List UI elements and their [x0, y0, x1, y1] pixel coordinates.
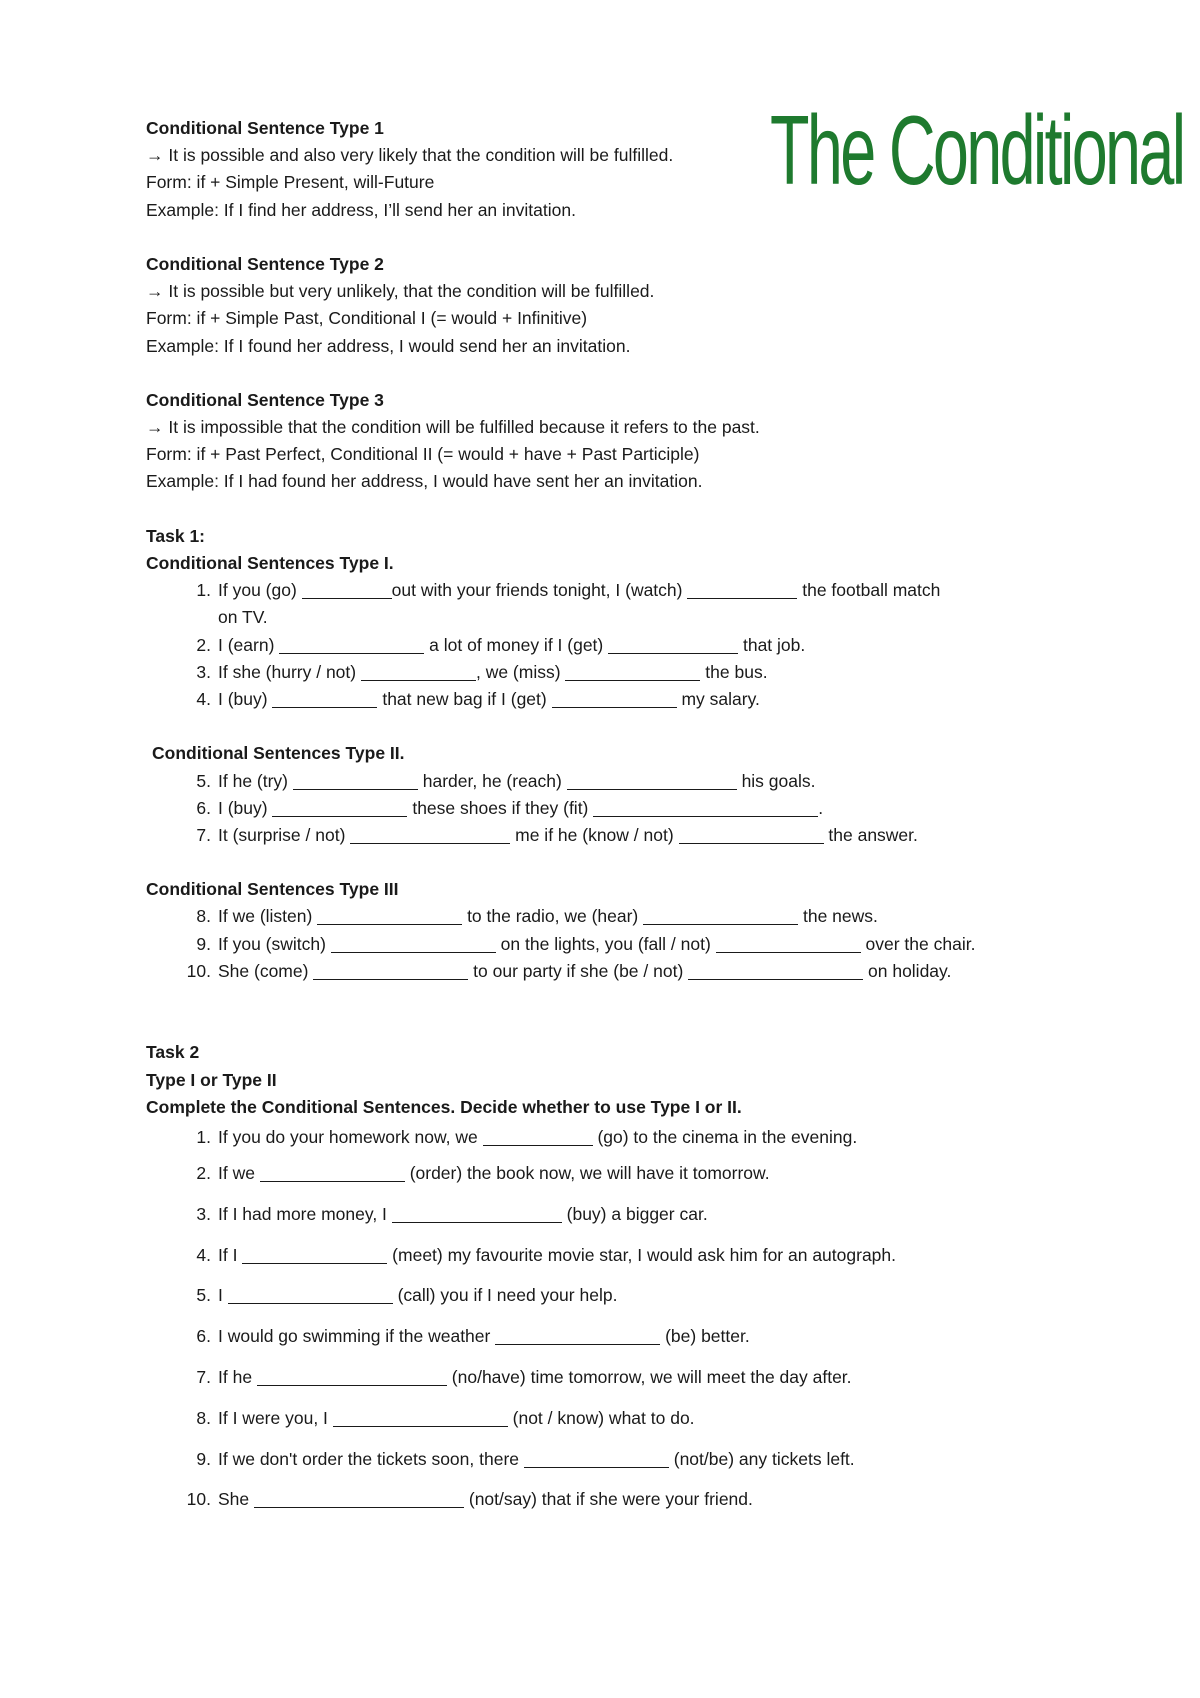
exercise-item: 5. If he (try) harder, he (reach) his goals. [146, 768, 1126, 795]
exercise-item: 2. If we (order) the book now, we will have it tomorrow. [146, 1153, 1126, 1194]
answer-blank[interactable] [272, 689, 377, 708]
answer-blank[interactable] [313, 961, 468, 980]
task1-section-type1: Conditional Sentences Type I. [146, 553, 394, 574]
answer-blank[interactable] [331, 934, 496, 953]
answer-blank[interactable] [361, 662, 476, 681]
item-number: 10. [186, 1489, 211, 1510]
item-number: 9. [196, 1448, 211, 1469]
item-number: 6. [196, 1326, 211, 1347]
exercise-item: 5. I (call) you if I need your help. [146, 1275, 1126, 1316]
exercise-item: 3. If I had more money, I (buy) a bigger car. [146, 1194, 1126, 1235]
item-number: 6. [196, 797, 211, 818]
answer-blank[interactable] [242, 1245, 387, 1264]
answer-blank[interactable] [688, 961, 863, 980]
answer-blank[interactable] [608, 635, 738, 654]
type2-description: → It is possible but very unlikely, that the condition will be fulfilled. [146, 281, 655, 302]
exercise-item: 9. If you (switch) on the lights, you (fall / not) over the chair. [146, 931, 1126, 958]
worksheet-content [146, 115, 1126, 1520]
answer-blank[interactable] [687, 580, 797, 599]
type2-heading: Conditional Sentence Type 2 [146, 253, 384, 274]
task2-heading: Task 2 [146, 1042, 200, 1063]
exercise-item: 6. I (buy) these shoes if they (fit) . [146, 795, 1126, 822]
answer-blank[interactable] [483, 1127, 593, 1146]
answer-blank[interactable] [293, 771, 418, 790]
answer-blank[interactable] [302, 580, 392, 599]
answer-blank[interactable] [260, 1163, 405, 1182]
answer-blank[interactable] [567, 771, 737, 790]
exercise-item: 6. I would go swimming if the weather (be) better. [146, 1316, 1126, 1357]
exercise-item: 7. If he (no/have) time tomorrow, we will meet the day after. [146, 1357, 1126, 1398]
answer-blank[interactable] [565, 662, 700, 681]
answer-blank[interactable] [254, 1489, 464, 1508]
page-title: The Conditional [770, 95, 1184, 205]
exercise-item: 3. If she (hurry / not) , we (miss) the bus. [146, 659, 1126, 686]
item-number: 2. [196, 1162, 211, 1183]
answer-blank[interactable] [679, 825, 824, 844]
exercise-item: 8. If we (listen) to the radio, we (hear) the news. [146, 903, 1126, 930]
answer-blank[interactable] [593, 798, 818, 817]
item-number: 1. [196, 1126, 211, 1147]
task1-heading: Task 1: [146, 525, 206, 546]
type1-form: Form: if + Simple Present, will-Future [146, 172, 435, 193]
exercise-item: 1. If you do your homework now, we (go) to the cinema in the evening. [146, 1121, 1126, 1153]
item-number: 10. [186, 960, 211, 981]
answer-blank[interactable] [317, 906, 462, 925]
exercise-item: 2. I (earn) a lot of money if I (get) that job. [146, 632, 1126, 659]
exercise-item-continuation: on TV. [218, 607, 268, 628]
item-number: 9. [196, 933, 211, 954]
task2-list [146, 1121, 1126, 1520]
item-number: 1. [196, 580, 211, 601]
answer-blank[interactable] [272, 798, 407, 817]
item-number: 4. [196, 688, 211, 709]
exercise-item: 1. If you (go) out with your friends tonight, I (watch) the football match [146, 577, 1126, 604]
exercise-item: 7. It (surprise / not) me if he (know / not) the answer. [146, 822, 1126, 849]
item-number: 4. [196, 1244, 211, 1265]
task2-instruction: Complete the Conditional Sentences. Decide whether to use Type I or II. [146, 1096, 742, 1117]
item-number: 3. [196, 1203, 211, 1224]
item-number: 2. [196, 634, 211, 655]
exercise-item: 10. She (come) to our party if she (be / not) on holiday. [146, 958, 1126, 985]
item-number: 8. [196, 906, 211, 927]
task2-subheading: Type I or Type II [146, 1069, 277, 1090]
item-number: 8. [196, 1407, 211, 1428]
item-number: 7. [196, 1366, 211, 1387]
task1-section-type3: Conditional Sentences Type III [146, 879, 399, 900]
type1-example: Example: If I find her address, I’ll send her an invitation. [146, 199, 576, 220]
answer-blank[interactable] [716, 934, 861, 953]
exercise-item: 10. She (not/say) that if she were your friend. [146, 1479, 1126, 1520]
exercise-item: 4. I (buy) that new bag if I (get) my salary. [146, 686, 1126, 713]
type3-heading: Conditional Sentence Type 3 [146, 389, 384, 410]
exercise-item: 8. If I were you, I (not / know) what to do. [146, 1398, 1126, 1439]
type2-form: Form: if + Simple Past, Conditional I (= would + Infinitive) [146, 308, 588, 329]
answer-blank[interactable] [552, 689, 677, 708]
answer-blank[interactable] [228, 1285, 393, 1304]
answer-blank[interactable] [279, 635, 424, 654]
type3-form: Form: if + Past Perfect, Conditional II (= would + have + Past Participle) [146, 444, 700, 465]
type1-description: → It is possible and also very likely that the condition will be fulfilled. [146, 145, 674, 166]
item-number: 5. [196, 770, 211, 791]
type2-example: Example: If I found her address, I would send her an invitation. [146, 335, 631, 356]
item-number: 5. [196, 1285, 211, 1306]
type3-description: → It is impossible that the condition will be fulfilled because it refers to the past. [146, 417, 760, 438]
answer-blank[interactable] [257, 1367, 447, 1386]
type3-example: Example: If I had found her address, I would have sent her an invitation. [146, 471, 703, 492]
answer-blank[interactable] [495, 1326, 660, 1345]
answer-blank[interactable] [333, 1408, 508, 1427]
answer-blank[interactable] [392, 1204, 562, 1223]
answer-blank[interactable] [350, 825, 510, 844]
task1-section-type2: Conditional Sentences Type II. [152, 743, 405, 764]
answer-blank[interactable] [643, 906, 798, 925]
answer-blank[interactable] [524, 1449, 669, 1468]
exercise-item: 4. If I (meet) my favourite movie star, I would ask him for an autograph. [146, 1235, 1126, 1276]
item-number: 7. [196, 824, 211, 845]
type1-heading: Conditional Sentence Type 1 [146, 118, 384, 138]
item-number: 3. [196, 661, 211, 682]
exercise-item: 9. If we don't order the tickets soon, there (not/be) any tickets left. [146, 1439, 1126, 1480]
